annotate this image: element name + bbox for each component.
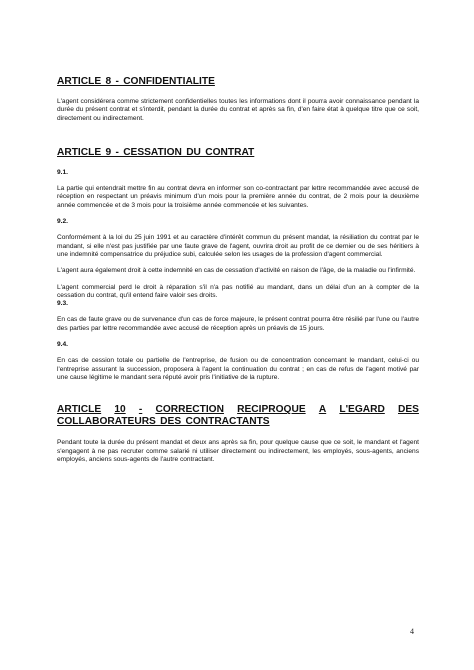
article-10-title-word: 10	[114, 404, 126, 416]
section-9-1-number: 9.1.	[57, 168, 68, 176]
section-9-2-number: 9.2.	[57, 218, 68, 226]
article-10-title-word: L'EGARD	[339, 404, 385, 416]
section-9-4-paragraph: En cas de cession totale ou partielle de l'entreprise, de fusion ou de concentration concernant le mandant, celui-ci ou l'entreprise assurant la succession, proposera à l'agent la continuation du contrat ; en cas de refus de l'agent motivé par une cause légitime le mandant sera réputé avoir pris l'initiative de la rupture.	[57, 357, 419, 381]
section-9-2-paragraph-3: L'agent commercial perd le droit à réparation s'il n'a pas notifié au mandant, dans un délai d'un an à compter de la cessation du contrat, qu'il entend faire valoir ses droits.	[57, 283, 419, 299]
page-content	[57, 76, 419, 464]
article-10-title-word: A	[318, 404, 327, 416]
article-10-title-word: -	[138, 404, 143, 416]
section-9-3-number: 9.3.	[57, 300, 68, 308]
article-10-paragraph: Pendant toute la durée du présent mandat et deux ans après sa fin, pour quelque cause que ce soit, le mandant et l'agent s'engagent à ne pas recruter comme salarié ni utiliser directement ou indirectement, les employés, sous-agents, anciens employés, anciens sous-agents de l'autre contractant.	[57, 439, 419, 463]
article-8-title: ARTICLE 8 - CONFIDENTIALITE	[57, 76, 215, 87]
article-10-title-word: ARTICLE	[57, 404, 102, 416]
article-10-title-word: RECIPROQUE	[237, 404, 306, 416]
section-9-2-paragraph-1: Conformément à la loi du 25 juin 1991 et au caractère d'intérêt commun du présent mandat, la résiliation du contrat par le mandant, si elle n'est pas justifiée par une faute grave de l'agent, ouvrira droit au profit de ce dernier ou de ses héritiers à une indemnité compensatrice du préjudice subi, calculée selon les usages de la profession d'agent commercial.	[57, 234, 419, 258]
section-9-1-paragraph: La partie qui entendrait mettre fin au contrat devra en informer son co-contractant par lettre recommandée avec accusé de réception en respectant un préavis minimum d'un mois pour la première année du contrat, de 2 mois pour la deuxième année commencée et de 3 mois pour la troisième année commencée et les suivantes.	[57, 185, 419, 209]
section-9-3-paragraph: En cas de faute grave ou de survenance d'un cas de force majeure, le présent contrat pourra être résilié par l'une ou l'autre des parties par lettre recommandée avec accusé de réception après un préavis de 15 jours.	[57, 316, 419, 332]
article-10-title-word: CORRECTION	[155, 404, 224, 416]
page-number: 4	[410, 627, 414, 636]
section-9-2-paragraph-2: L'agent aura également droit à cette indemnité en cas de cessation d'activité en raison de l'âge, de la maladie ou l'infirmité.	[57, 267, 416, 275]
section-9-4-number: 9.4.	[57, 341, 68, 349]
article-10-title-line-2: COLLABORATEURS DES CONTRACTANTS	[57, 416, 270, 428]
article-10-title-line-1	[57, 404, 419, 416]
article-9-title: ARTICLE 9 - CESSATION DU CONTRAT	[57, 146, 255, 158]
article-8-paragraph: L'agent considérera comme strictement confidentielles toutes les informations dont il pourra avoir connaissance pendant la durée du présent contrat et s'interdit, pendant la durée du contrat et après sa fin, d'en faire état à quelque titre que ce soit, directement ou indirectement.	[57, 98, 419, 122]
article-10-title-word: DES	[398, 404, 419, 416]
